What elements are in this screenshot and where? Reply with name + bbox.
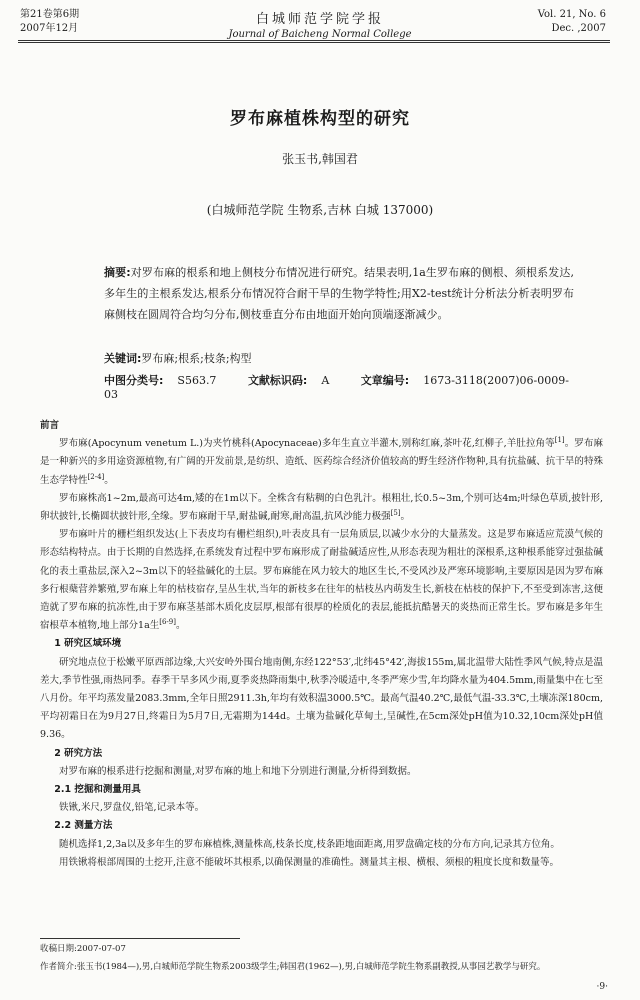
paragraph: 对罗布麻的根系进行挖掘和测量,对罗布麻的地上和地下分别进行测量,分析得到数据。 [59, 765, 417, 777]
keywords-label: 关键词: [104, 352, 142, 365]
citation: [2-4] [87, 472, 105, 481]
paragraph-text: 。 [400, 511, 411, 523]
section-2-heading: 2 研究方法 [54, 747, 103, 759]
abstract-text: 对罗布麻的根系和地上侧枝分布情况进行研究。结果表明,1a生罗布麻的侧根、须根系发达,多年生的主根系发达,根系分布情况符合耐干旱的生物学特性;用X2-test统计分析法分析表明罗布麻侧枝在圆周符合均匀分布,侧枝垂直分布由地面开始向顶端逐渐减少。 [104, 266, 574, 321]
keywords-text: 罗布麻;根系;枝条;构型 [141, 352, 252, 365]
page-number: ·9· [596, 982, 608, 992]
section-2-1-heading: 2.1 挖掘和测量用具 [54, 784, 141, 796]
citation: [5] [390, 508, 401, 517]
abstract-label: 摘要: [104, 266, 131, 279]
paragraph: 用铁锹将根部周围的土挖开,注意不能破坏其根系,以确保测量的准确性。测量其主根、横根、须根的粗度长度和数量等。 [59, 856, 560, 868]
date-en: Dec. ,2007 [551, 23, 606, 34]
paragraph-text: 罗布麻株高1~2m,最高可达4m,矮的在1m以下。全株含有粘稠的白色乳汁。根粗壮,长0.5~3m,个别可达4m;叶绿色草质,披针形,卵状披针,长椭圆状披针形,全缘。罗布麻耐干旱,耐盐碱,耐寒,耐高温,抗风沙能力极强 [40, 492, 603, 523]
paragraph-text: 罗布麻叶片的栅栏组织发达(上下表皮均有栅栏组织),叶表皮具有一层角质层,以减少水分的大量蒸发。这是罗布麻适应荒漠气候的形态结构特点。由于长期的自然选择,在系统发育过程中罗布麻形成了耐盐碱适应性,从形态表现为粗壮的深根系,这种根系能穿过强盐碱化的表土重盐层,深入2~3m以下的轻盐碱化的土层。罗布麻能在风力较大的地区生长,不受风沙及严寒环境影响,主要原因是因为罗布麻多行根蘖营养繁殖,罗布麻上年的枯枝宿存,呈丛生状,当年的新枝多在往年的枯枝丛内萌发生长,新枝在枯枝的保护下,不至受到冻害,这便造就了罗布麻的抗冻性,由于罗布麻茎基部木质化皮层厚,根部有很厚的栓质化的表层,能抵抗酷暑天的炎热而正常生长。罗布麻是多年生宿根草本植物,地上部分1a生 [40, 529, 603, 632]
paragraph: 研究地点位于松嫩平原西部边缘,大兴安岭外围台地南侧,东经122°53′,北纬45°42′,海拔155m,属北温带大陆性季风气候,特点是温差大,季节性强,雨热同季。春季干旱多风少雨,夏季炎热降雨集中,秋季冷暖适中,冬季严寒少雪,年均降水量为404.5mm,雨量集中在七至八月份。年平均蒸发量2083.3mm,全年日照2911.3h,年均有效积温3000.5℃。最高气温40.2℃,最低气温-33.3℃,土壤冻深180cm,平均初霜日在为9月27日,终霜日为5月7日,无霜期为144d。土壤为盐碱化草甸土,呈碱性,在5cm深处pH值为10.32,10cm深处pH值9.36。 [40, 656, 603, 741]
paragraph [40, 526, 603, 635]
citation: [6-9] [159, 618, 176, 627]
paragraph: 随机选择1,2,3a以及多年生的罗布麻植株,测量株高,枝条长度,枝条距地面距离,用罗盘确定枝的分布方向,记录其方位角。 [59, 838, 560, 850]
paper-body [40, 417, 603, 872]
paragraph [40, 435, 603, 490]
abstract [104, 262, 574, 325]
doc-code-label: 文献标识码: [247, 374, 308, 387]
classification-line [104, 372, 574, 401]
header-divider-second [18, 42, 610, 43]
paragraph: 铁锹,米尺,罗盘仪,铅笔,记录本等。 [59, 802, 205, 814]
paper-title: 罗布麻植株构型的研究 [230, 109, 410, 129]
section-1-heading: 1 研究区域环境 [54, 638, 122, 650]
paragraph-text: 罗布麻(Apocynum venetum L.)为夹竹桃科(Apocynaceae)多年生直立半灌木,别称红麻,茶叶花,红柳子,羊肚拉角等 [59, 438, 555, 450]
paragraph-text: 。 [104, 474, 114, 486]
volume-issue-en: Vol. 21, No. 6 [537, 9, 606, 20]
clc-label: 中图分类号: [104, 374, 164, 387]
paragraph-text: 。罗布麻是一种新兴的多用途资源植物,有广阔的开发前景,是纺织、造纸、医药综合经济价值较高的野生经济作物种,具有抗盐碱、抗干旱的特殊生态学特性 [40, 438, 603, 486]
paragraph [40, 490, 603, 526]
paper-affiliation: (白城师范学院 生物系,吉林 白城 137000) [206, 203, 434, 217]
section-preface-heading: 前言 [40, 420, 60, 431]
keywords [104, 350, 252, 366]
paragraph-text: 。 [175, 620, 186, 632]
clc-value: S563.7 [177, 374, 217, 387]
received-date: 收稿日期:2007-07-07 [40, 944, 126, 954]
article-number-value: 1673-3118(2007)06-0009-03 [104, 374, 569, 401]
section-2-2-heading: 2.2 测量方法 [54, 820, 113, 832]
journal-name-cn: 白城师范学院学报 [255, 12, 384, 27]
date-cn: 2007年12月 [20, 23, 79, 34]
footnote-divider [40, 938, 240, 939]
header-divider [18, 40, 610, 41]
volume-issue-cn: 第21卷第6期 [20, 9, 80, 20]
header-volume-en [538, 8, 606, 36]
paper-authors: 张玉书,韩国君 [282, 152, 358, 166]
citation: [1] [554, 436, 565, 445]
doc-code-value: A [321, 374, 330, 387]
journal-name-en: Journal of Baicheng Normal College [228, 29, 412, 40]
footnote [40, 940, 620, 976]
article-number-label: 文章编号: [360, 374, 410, 387]
author-info: 作者简介:张玉书(1984—),男,白城师范学院生物系2003级学生;韩国君(1962—),男,白城师范学院生物系副教授,从事园艺教学与研究。 [40, 962, 546, 972]
